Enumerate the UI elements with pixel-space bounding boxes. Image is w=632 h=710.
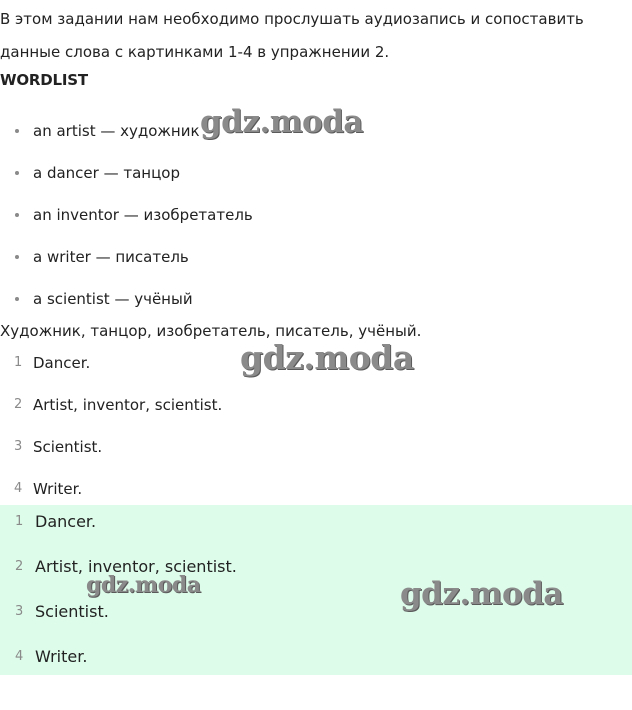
answer-number: 3 [15,604,24,619]
wordlist-item [0,158,253,200]
answer-text: Artist, inventor, scientist. [33,396,223,414]
watermark: gdz.moda [200,104,363,140]
answer-text: Scientist. [35,602,109,621]
answer-number: 1 [14,355,23,370]
bullet-icon [15,213,19,217]
wordlist-item [0,200,253,242]
answer-item [0,390,222,432]
bullet-icon [15,171,19,175]
watermark: gdz.moda [240,338,414,377]
answer-text: Scientist. [33,438,103,456]
answer-number: 3 [14,439,23,454]
wordlist-item-text: an inventor — изобретатель [33,206,253,224]
wordlist-item-text: a dancer — танцор [33,164,181,182]
answer-number: 4 [14,481,23,496]
wordlist-item-text: an artist — художник [33,122,200,140]
watermark: gdz.moda [400,576,563,612]
highlighted-answer-item [0,642,237,687]
intro-text: В этом задании нам необходимо прослушать аудиозапись и сопоставить данные слова с картинками 1-4 в упражнении 2. [0,10,584,61]
wordlist [0,116,253,326]
answer-text: Writer. [35,647,88,666]
answer-item [0,348,222,390]
answer-number: 1 [15,514,24,529]
answers-list [0,348,222,516]
answer-text: Artist, inventor, scientist. [35,557,237,576]
highlighted-answer-item [0,597,237,642]
bullet-icon [15,297,19,301]
watermark: gdz.moda [86,572,201,598]
wordlist-item-text: a scientist — учёный [33,290,193,308]
wordlist-item-text: a writer — писатель [33,248,189,266]
answer-text: Dancer. [33,354,91,372]
answer-number: 2 [14,397,23,412]
answer-number: 2 [15,559,24,574]
answer-number: 4 [15,649,24,664]
wordlist-item [0,242,253,284]
summary-text: Художник, танцор, изобретатель, писатель, учёный. [0,322,422,340]
wordlist-heading: WORDLIST [0,71,88,89]
answer-text: Writer. [33,480,83,498]
answer-item [0,432,222,474]
bullet-icon [15,255,19,259]
bullet-icon [15,129,19,133]
highlighted-answer-item [0,507,237,552]
answer-text: Dancer. [35,512,97,531]
